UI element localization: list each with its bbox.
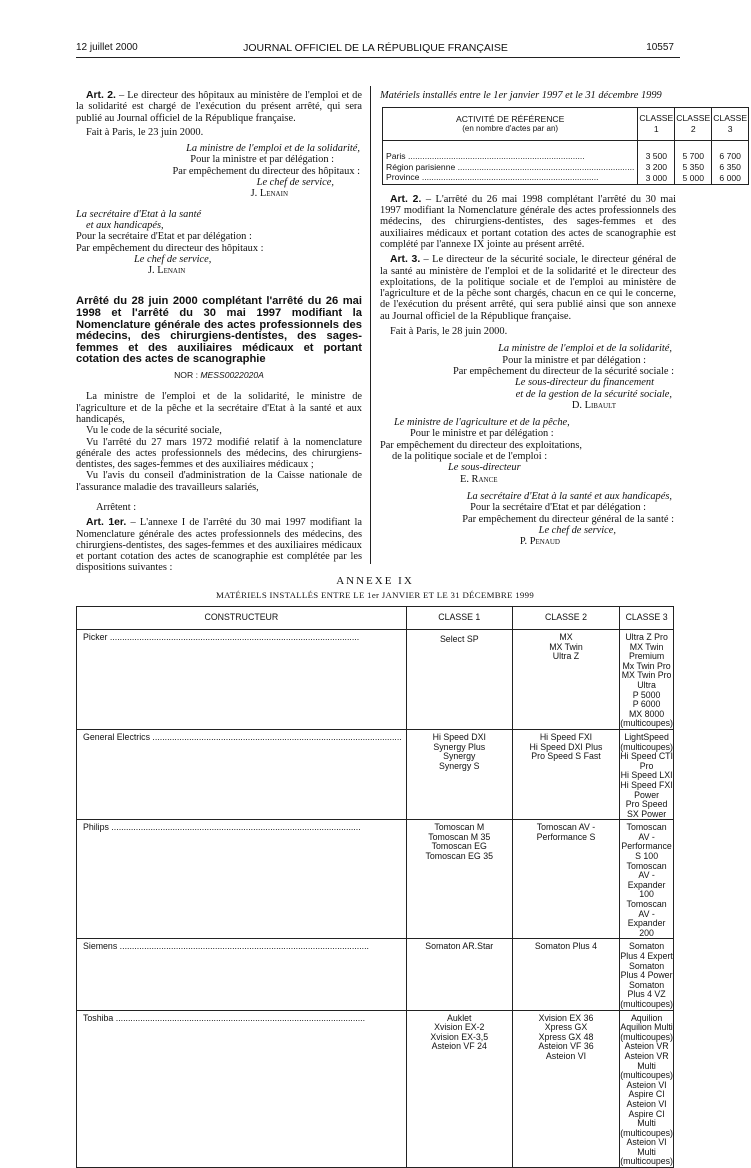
maker-cell: Siemens ..... bbox=[83, 942, 402, 952]
col-classe-2: CLASSE 2 bbox=[512, 607, 619, 630]
left-vu-2: Vu l'arrêté du 27 mars 1972 modifié relatif à la nomenclature générale des actes professionnels des médecins, des chirurgiens-dentistes, des sages-femmes et des auxiliaires médicaux ; bbox=[76, 436, 362, 471]
cell-classe-1: Tomoscan M Tomoscan M 35 Tomoscan EG Tomoscan EG 35 bbox=[406, 820, 512, 939]
table-row bbox=[77, 939, 674, 1010]
table-row: Province ..... 3 000 5 000 6 000 bbox=[383, 172, 749, 184]
cell-classe-3: Tomoscan AV - Performance S 100 Tomoscan AV - Expander 100 Tomoscan AV - Expander 200 bbox=[620, 820, 674, 939]
cell-classe-2: Somaton Plus 4 bbox=[512, 939, 619, 1010]
journal-title: JOURNAL OFFICIEL DE LA RÉPUBLIQUE FRANÇAISE bbox=[243, 42, 508, 54]
col-classe-3: CLASSE 3 bbox=[620, 607, 674, 630]
right-fait: Fait à Paris, le 28 juin 2000. bbox=[390, 326, 508, 338]
right-signature-1: La ministre de l'emploi et de la solidarité, Pour la ministre et par délégation : Par empêchement du directeur de la sécurité sociale : Le sous-directeur du financement et de la gestion de la sécurité sociale, D. Libault bbox=[453, 343, 674, 411]
cell-classe-3: LightSpeed (multicoupes) Hi Speed CTI Pro Hi Speed LXI Hi Speed FXI Power Pro Speed SX Power bbox=[620, 729, 674, 819]
right-art3: Art. 3. – Le directeur de la sécurité sociale, le directeur général de la santé au ministère de l'emploi et de la solidarité et le directeur des exploitations, de la politique sociale et de l'emploi au ministère de l'agriculture et de la pêche sont chargés, chacun en ce qui le concerne, de l'exécution du présent arrêté, qui sera publié ainsi que son annexe au Journal officiel de la République française. bbox=[380, 254, 676, 322]
maker-cell: General Electrics ..... bbox=[83, 733, 402, 743]
header-rule bbox=[76, 57, 680, 58]
cell-classe-2: MX MX Twin Ultra Z bbox=[512, 630, 619, 730]
activity-header: ACTIVITÉ DE RÉFÉRENCE (en nombre d'actes par an) bbox=[383, 108, 638, 141]
page-number: 10557 bbox=[646, 42, 674, 53]
table-row bbox=[77, 1010, 674, 1168]
cell-classe-2: Tomoscan AV - Performance S bbox=[512, 820, 619, 939]
table-caption: Matériels installés entre le 1er janvier 1997 et le 31 décembre 1999 bbox=[380, 90, 662, 101]
left-art1: Art. 1er. – L'annexe I de l'arrêté du 30 mai 1997 modifiant la Nomenclature générale des actes professionnels des médecins, des chirurgiens-dentistes, des sages-femmes et des auxiliaires médicaux et portant cotation des actes de scanographie est complétée par les dispositions suivantes : bbox=[76, 517, 362, 574]
left-vu-3: Vu l'avis du conseil d'administration de la Caisse nationale de l'assurance maladie des travailleurs salariés, bbox=[76, 470, 362, 493]
cell-classe-2: Xvision EX 36 Xpress GX Xpress GX 48 Asteion VF 36 Asteion VI bbox=[512, 1010, 619, 1168]
table-row bbox=[77, 729, 674, 819]
cell-classe-3: Ultra Z Pro MX Twin Premium Mx Twin Pro MX Twin Pro Ultra P 5000 P 6000 MX 8000 (multicoupes) bbox=[620, 630, 674, 730]
cell-classe-1: Somaton AR.Star bbox=[406, 939, 512, 1010]
table-row: Région parisienne ..... 3 200 5 350 6 350 bbox=[383, 162, 749, 173]
maker-cell: Picker ..... bbox=[83, 633, 402, 643]
maker-cell: Philips ..... bbox=[83, 823, 402, 833]
left-fait: Fait à Paris, le 23 juin 2000. bbox=[86, 126, 204, 138]
col-classe-1: CLASSE 1 bbox=[638, 108, 675, 141]
table-row bbox=[77, 820, 674, 939]
right-signature-3: La secrétaire d'Etat à la santé et aux handicapés, Pour la secrétaire d'Etat et par délégation : Par empêchement du directeur général de la santé : Le chef de service, P. Penaud bbox=[462, 490, 674, 548]
left-signature-1: La ministre de l'emploi et de la solidarité, Pour la ministre et par délégation : Par empêchement du directeur des hôpitaux : Le chef de service, J. Lenain bbox=[172, 143, 360, 200]
right-art2: Art. 2. – L'arrêté du 26 mai 1998 complétant l'arrêté du 30 mai 1997 modifiant la Nomenclature générale des actes professionnels des médecins, des chirurgiens-dentistes, des sages-femmes et des auxiliaires médicaux et portant cotation des actes de scanographie est complété par l'annexe IX jointe au présent arrêté. bbox=[380, 193, 677, 250]
col-constructeur: CONSTRUCTEUR bbox=[77, 607, 407, 630]
cell-classe-1: Select SP bbox=[406, 630, 512, 730]
right-signature-2: Le ministre de l'agriculture et de la pêche, Pour le ministre et par délégation : Par empêchement du directeur des exploitations, de la politique sociale et de l'emploi : Le sous-directeur E. Rance bbox=[380, 417, 582, 485]
col-classe-2: CLASSE 2 bbox=[675, 108, 712, 141]
left-preamble: La ministre de l'emploi et de la solidarité, le ministre de l'agriculture et de la pêche et la secrétaire d'Etat à la santé et aux handicapés, bbox=[76, 391, 362, 425]
header-date: 12 juillet 2000 bbox=[76, 42, 138, 53]
annexe-table bbox=[76, 606, 674, 1168]
col-classe-1: CLASSE 1 bbox=[406, 607, 512, 630]
column-divider bbox=[370, 86, 371, 564]
left-vu-1: Vu le code de la sécurité sociale, bbox=[86, 425, 222, 437]
col-classe-3: CLASSE 3 bbox=[712, 108, 749, 141]
table-row bbox=[77, 630, 674, 730]
table-row: Paris ..... 3 500 5 700 6 700 bbox=[383, 151, 749, 162]
cell-classe-1: Hi Speed DXI Synergy Plus Synergy Synergy S bbox=[406, 729, 512, 819]
right-column bbox=[380, 90, 748, 548]
cell-classe-1: Auklet Xvision EX-2 Xvision EX-3,5 Asteion VF 24 bbox=[406, 1010, 512, 1168]
cell-classe-2: Hi Speed FXI Hi Speed DXI Plus Pro Speed S Fast bbox=[512, 729, 619, 819]
cell-classe-3: Somaton Plus 4 Expert Somaton Plus 4 Power Somaton Plus 4 VZ (multicoupes) bbox=[620, 939, 674, 1010]
annexe-subtitle: MATÉRIELS INSTALLÉS ENTRE LE 1er JANVIER ET LE 31 DÉCEMBRE 1999 bbox=[215, 590, 535, 600]
left-column bbox=[76, 90, 362, 574]
arrete-title: Arrêté du 28 juin 2000 complétant l'arrêté du 26 mai 1998 et l'arrêté du 30 mai 1997 modifiant la Nomenclature générale des actes professionnels des médecins, des chirurgiens-dentistes, des sages-femmes et des auxiliaires médicaux et portant cotation des actes de scanographie bbox=[76, 295, 362, 366]
arretent: Arrêtent : bbox=[96, 501, 137, 513]
activity-table bbox=[382, 107, 749, 185]
annexe-title: ANNEXE IX bbox=[336, 575, 414, 587]
left-signature-2: La secrétaire d'Etat à la santé et aux handicapés, Pour la secrétaire d'Etat et par délégation : Par empêchement du directeur des hôpitaux : Le chef de service, J. Lenain bbox=[76, 208, 264, 277]
maker-cell: Toshiba ..... bbox=[83, 1014, 402, 1024]
left-art2: Art. 2. – Le directeur des hôpitaux au ministère de l'emploi et de la solidarité est chargé de l'exécution du présent arrêté, qui sera publié au Journal officiel de la République française. bbox=[76, 90, 362, 124]
cell-classe-3: Aquilion Aquilion Multi (multicoupes) Asteion VR Asteion VR Multi (multicoupes) Asteion VI Aspire CI Asteion VI Aspire CI Multi (multicoupes) Asteion VI Multi (multicoupes) bbox=[620, 1010, 674, 1168]
nor-reference: NOR : MESS0022020A bbox=[174, 370, 264, 381]
